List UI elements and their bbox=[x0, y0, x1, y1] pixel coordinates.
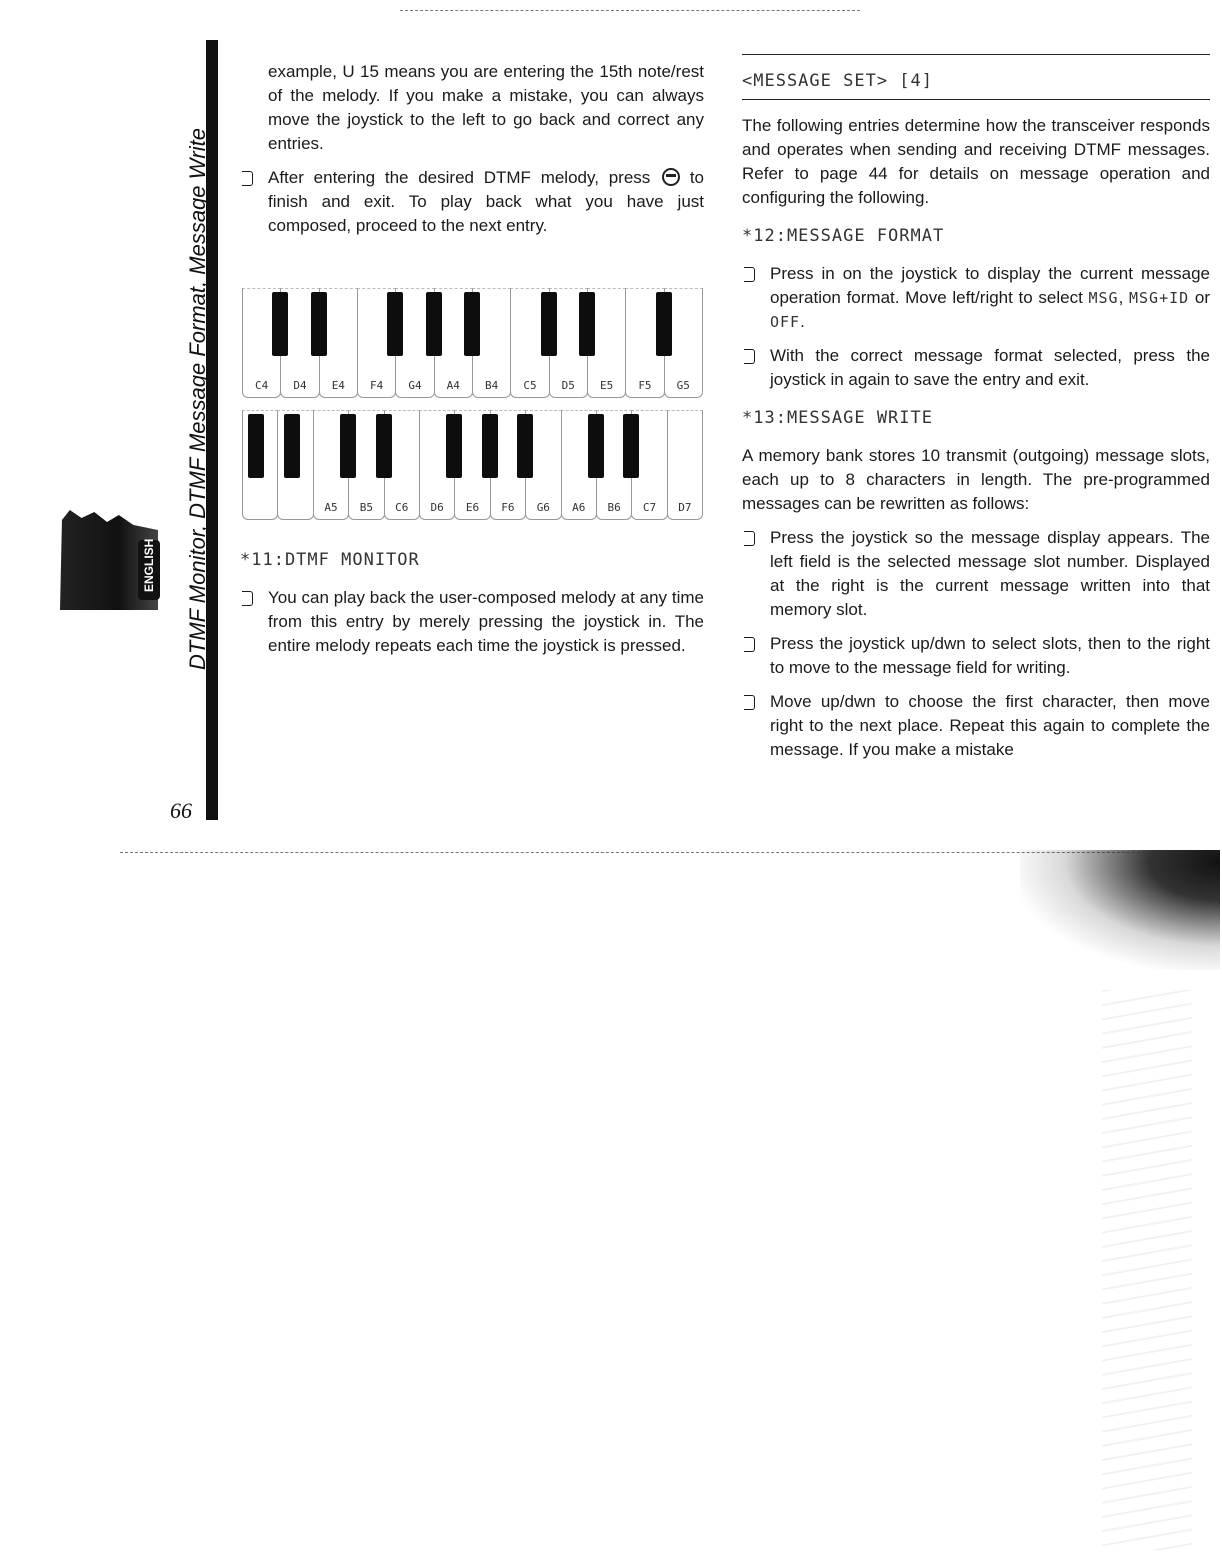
scan-shadow bbox=[1020, 850, 1220, 970]
black-key bbox=[482, 414, 498, 478]
heading-dtmf-monitor: *11:DTMF MONITOR bbox=[240, 550, 420, 570]
bullet-text: You can play back the user-composed melody at any time from this entry by merely pressing the joystick in. The entire melody repeats each time the joystick is pressed. bbox=[268, 588, 704, 655]
page-number: 66 bbox=[170, 798, 192, 823]
keyboard-diagram-2 bbox=[242, 410, 702, 520]
bullet-format-save bbox=[742, 344, 1210, 392]
bullet-text-b: to finish and exit. To play back what you have just composed, proceed to the next entry. bbox=[268, 168, 704, 235]
black-key bbox=[311, 292, 327, 356]
bullet-text-a: After entering the desired DTMF melody, press bbox=[268, 168, 651, 187]
right-column bbox=[742, 54, 1210, 772]
black-key bbox=[656, 292, 672, 356]
key-label: D7 bbox=[678, 501, 692, 514]
key-label: G5 bbox=[676, 379, 690, 392]
scan-speckle bbox=[1102, 990, 1192, 1550]
black-key bbox=[426, 292, 442, 356]
key-label: E6 bbox=[465, 501, 480, 514]
section-heading-box bbox=[742, 54, 1210, 100]
bullet-box-icon bbox=[242, 171, 253, 186]
black-key bbox=[284, 414, 300, 478]
black-key bbox=[446, 414, 462, 478]
option-msg-id: MSG+ID bbox=[1129, 289, 1190, 307]
key-label: F5 bbox=[638, 379, 652, 392]
bullet-playback bbox=[240, 586, 704, 658]
heading-message-format: *12:MESSAGE FORMAT bbox=[742, 226, 945, 246]
bullet-format-select bbox=[742, 262, 1210, 334]
message-write-intro: A memory bank stores 10 transmit (outgoing) message slots, each up to 8 characters in length. The pre-programmed messages can be rewritten as follows: bbox=[742, 446, 1210, 513]
key-label: B5 bbox=[359, 501, 373, 514]
side-title: DTMF Monitor, DTMF Message Format, Message Write bbox=[185, 128, 210, 670]
bullet-text: Press in on the joystick to display the current message operation format. Move left/right to select bbox=[770, 264, 1210, 307]
bullet-text: Press the joystick so the message display appears. The left field is the selected message slot number. Displayed at the right is the current message written into that memory slot. bbox=[770, 528, 1210, 619]
scan-edge-top bbox=[400, 10, 860, 11]
bullet-box-icon bbox=[242, 591, 253, 606]
black-key bbox=[517, 414, 533, 478]
bullet-box-icon bbox=[744, 349, 755, 364]
key-label: C4 bbox=[255, 379, 269, 392]
section-heading: <MESSAGE SET> [4] bbox=[742, 71, 933, 91]
left-column bbox=[240, 60, 704, 248]
key-label: B4 bbox=[485, 379, 499, 392]
black-key bbox=[588, 414, 604, 478]
bullet-text: With the correct message format selected, press the joystick in again to save the entry and exit. bbox=[770, 346, 1210, 389]
bullet-text: Move up/dwn to choose the first character, then move right to the next place. Repeat this again to complete the message. If you make a mistake bbox=[770, 692, 1210, 759]
intro-paragraph: The following entries determine how the transceiver responds and operates when sending and receiving DTMF messages. Refer to page 44 for details on message operation and configuring the following. bbox=[742, 116, 1210, 207]
option-msg: MSG bbox=[1088, 289, 1119, 307]
key-label: D5 bbox=[561, 379, 575, 392]
key-label: E5 bbox=[599, 379, 614, 392]
black-key bbox=[340, 414, 356, 478]
black-key bbox=[579, 292, 595, 356]
bullet-period: . bbox=[800, 312, 805, 331]
key-label: G4 bbox=[408, 379, 422, 392]
option-off: OFF bbox=[770, 313, 801, 331]
key-label: D6 bbox=[430, 501, 444, 514]
bullet-box-icon bbox=[744, 267, 755, 282]
bullet-choose-character bbox=[742, 690, 1210, 762]
bullet-box-icon bbox=[744, 531, 755, 546]
key-label: A5 bbox=[324, 501, 338, 514]
black-key bbox=[248, 414, 264, 478]
black-key bbox=[376, 414, 392, 478]
black-key bbox=[272, 292, 288, 356]
bullet-display-appears bbox=[742, 526, 1210, 622]
key-label: D4 bbox=[293, 379, 307, 392]
bullet-box-icon bbox=[744, 695, 755, 710]
option-or: or bbox=[1194, 288, 1210, 307]
keyboard-diagram-1 bbox=[242, 288, 702, 398]
language-tab-label: ENGLISH bbox=[138, 540, 160, 600]
joystick-icon bbox=[662, 168, 680, 186]
option-separator: , bbox=[1118, 288, 1124, 307]
key-label: F4 bbox=[370, 379, 384, 392]
heading-message-write: *13:MESSAGE WRITE bbox=[742, 408, 933, 428]
key-label: F6 bbox=[501, 501, 515, 514]
left-column-lower bbox=[240, 548, 704, 668]
paragraph-continued: example, U 15 means you are entering the 15th note/rest of the melody. If you make a mistake, you can always move the joystick to the left to go back and correct any entries. bbox=[268, 62, 704, 153]
black-key bbox=[387, 292, 403, 356]
key-label: B6 bbox=[607, 501, 621, 514]
black-key bbox=[541, 292, 557, 356]
black-key bbox=[464, 292, 480, 356]
white-key bbox=[667, 410, 703, 520]
key-label: A4 bbox=[446, 379, 460, 392]
key-label: E4 bbox=[331, 379, 345, 392]
bullet-finish-exit bbox=[240, 166, 704, 238]
key-label: C6 bbox=[395, 501, 409, 514]
bullet-text: Press the joystick up/dwn to select slots, then to the right to move to the message field for writing. bbox=[770, 634, 1210, 677]
bullet-box-icon bbox=[744, 637, 755, 652]
key-label: C5 bbox=[523, 379, 537, 392]
key-label: C7 bbox=[642, 501, 657, 514]
bullet-select-slots bbox=[742, 632, 1210, 680]
black-key bbox=[623, 414, 639, 478]
key-label: A6 bbox=[572, 501, 586, 514]
key-label: G6 bbox=[536, 501, 550, 514]
